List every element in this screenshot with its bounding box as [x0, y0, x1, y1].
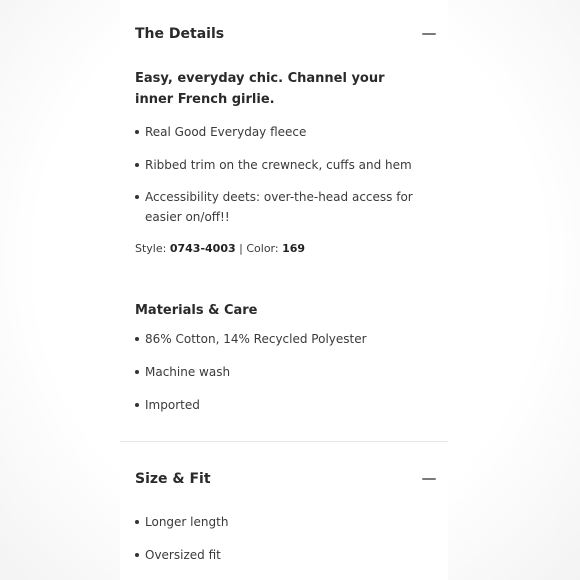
list-item: Oversized fit [135, 545, 425, 565]
details-accordion-header[interactable] [135, 22, 438, 46]
list-item: Imported [135, 395, 425, 415]
materials-bullet-list [135, 329, 425, 415]
separator: | [239, 242, 243, 255]
section-divider [120, 441, 448, 442]
color-label: Color: [246, 242, 279, 255]
list-item: Real Good Everyday fleece [135, 122, 425, 142]
color-value: 169 [282, 242, 306, 255]
size-fit-bullet-list [135, 512, 425, 565]
list-item: Machine wash [135, 362, 425, 382]
details-lead-text: Easy, everyday chic. Channel your inner French girlie. [135, 71, 385, 107]
style-value: 0743-4003 [169, 242, 236, 255]
details-title: The Details [135, 26, 225, 42]
details-bullet-list [135, 122, 425, 227]
size-fit-accordion-header[interactable] [135, 467, 438, 491]
style-label: Style: [135, 242, 167, 255]
size-fit-title: Size & Fit [135, 471, 211, 487]
list-item: Longer length [135, 512, 425, 532]
list-item: Accessibility deets: over-the-head access for easier on/off!! [135, 187, 425, 227]
list-item: 86% Cotton, 14% Recycled Polyester [135, 329, 425, 349]
style-color-line [135, 240, 305, 258]
materials-title: Materials & Care [135, 303, 258, 318]
minus-icon[interactable] [422, 33, 436, 35]
minus-icon[interactable] [422, 478, 436, 480]
list-item: Ribbed trim on the crewneck, cuffs and hem [135, 155, 425, 175]
product-details-panel [120, 0, 448, 580]
